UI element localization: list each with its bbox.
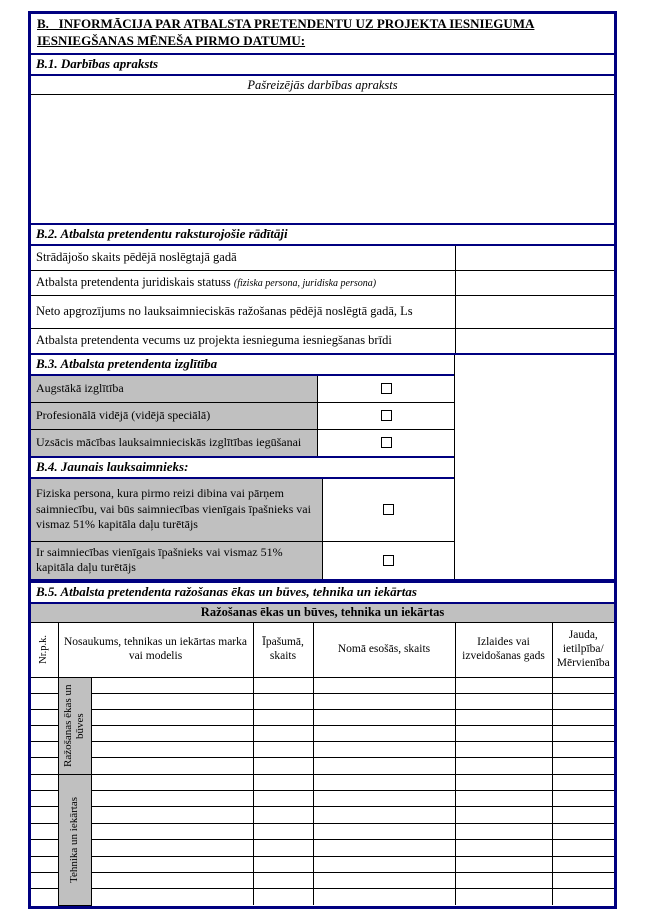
table-row [31, 823, 614, 839]
b5-own-cell[interactable] [253, 758, 313, 774]
b2-row-note: (fiziska persona, juridiska persona) [233, 278, 377, 290]
table-row [31, 872, 614, 888]
b5-capacity-cell[interactable] [552, 774, 614, 790]
b5-own-cell[interactable] [253, 726, 313, 742]
b5-year-cell[interactable] [455, 758, 552, 774]
b5-year-cell[interactable] [455, 889, 552, 905]
b5-nr-cell[interactable] [31, 709, 58, 725]
b2-heading: B.2. Atbalsta pretendentu raksturojošie rādītāji [31, 223, 614, 246]
b5-own-cell[interactable] [253, 709, 313, 725]
b5-nr-cell[interactable] [31, 872, 58, 888]
b3-row-label: Profesionālā vidējā (vidējā speciālā) [31, 403, 318, 429]
b5-capacity-cell[interactable] [552, 856, 614, 872]
b3-row [31, 403, 454, 430]
b5-rent-cell[interactable] [313, 726, 455, 742]
b3-checkbox-cell [318, 376, 454, 402]
table-row [31, 758, 614, 774]
b1-subheading: Pašreizējās darbības apraksts [247, 77, 398, 92]
b2-table [31, 246, 614, 353]
b5-rent-cell[interactable] [313, 758, 455, 774]
b5-year-cell[interactable] [455, 742, 552, 758]
b5-nr-cell[interactable] [31, 856, 58, 872]
b5-nr-cell[interactable] [31, 823, 58, 839]
b5-name-cell[interactable] [91, 823, 253, 839]
b5-heading: B.5. Atbalsta pretendenta ražošanas ēkas un būves, tehnika un iekārtas [31, 583, 614, 604]
b5-name-cell[interactable] [91, 840, 253, 856]
table-row [31, 270, 614, 295]
b5-capacity-cell[interactable] [552, 807, 614, 823]
vertical-label-wrap [33, 625, 56, 675]
table-row [31, 742, 614, 758]
b4-row [31, 479, 454, 542]
b5-col-header-nr [31, 622, 58, 677]
b5-nr-cell[interactable] [31, 693, 58, 709]
b4-checkbox-cell [323, 479, 454, 541]
b5-group-label-machinery [58, 774, 91, 905]
b5-header-row [31, 622, 614, 677]
b2-row-label [31, 246, 455, 271]
b5-own-cell[interactable] [253, 807, 313, 823]
b3-b4-empty-cell[interactable] [455, 355, 614, 579]
table-row [31, 246, 614, 271]
b2-value-cell[interactable] [455, 295, 614, 328]
b5-nr-cell[interactable] [31, 726, 58, 742]
b5-name-cell[interactable] [91, 709, 253, 725]
b2-row-label-text: Neto apgrozījums no lauksaimnieciskās ražošanas pēdējā noslēgtā gadā, Ls [36, 304, 413, 319]
checkbox-unchecked-icon[interactable] [381, 383, 392, 394]
table-row [31, 328, 614, 353]
b5-rent-cell[interactable] [313, 693, 455, 709]
b2-value-cell[interactable] [455, 270, 614, 295]
b3-row [31, 430, 454, 456]
b5-rent-cell[interactable] [313, 709, 455, 725]
b5-name-cell[interactable] [91, 774, 253, 790]
b5-name-cell[interactable] [91, 693, 253, 709]
b5-capacity-cell[interactable] [552, 872, 614, 888]
b5-col-header-owned: Īpašumā, skaits [253, 622, 313, 677]
b5-rent-cell[interactable] [313, 889, 455, 905]
b1-description-field[interactable] [31, 94, 614, 223]
b5-rent-cell[interactable] [313, 807, 455, 823]
b3-row-label: Uzsācis mācības lauksaimnieciskās izglītības iegūšanai [31, 430, 318, 456]
b5-section [31, 579, 614, 906]
b5-year-cell[interactable] [455, 840, 552, 856]
b2-value-cell[interactable] [455, 246, 614, 271]
table-row [31, 807, 614, 823]
b2-row-label [31, 270, 455, 295]
b5-own-cell[interactable] [253, 774, 313, 790]
b5-nr-cell[interactable] [31, 742, 58, 758]
checkbox-unchecked-icon[interactable] [383, 504, 394, 515]
b5-name-cell[interactable] [91, 807, 253, 823]
b5-own-cell[interactable] [253, 889, 313, 905]
b5-rent-cell[interactable] [313, 677, 455, 693]
b5-group-label-text: Tehnika un iekārtas [68, 796, 81, 883]
b5-name-cell[interactable] [91, 889, 253, 905]
b5-name-cell[interactable] [91, 791, 253, 807]
b5-year-cell[interactable] [455, 677, 552, 693]
b5-capacity-cell[interactable] [552, 709, 614, 725]
table-row [31, 295, 614, 328]
b3-b4-left-column [31, 355, 455, 579]
vertical-label-wrap [61, 775, 89, 905]
section-b-title-text: B. INFORMĀCIJA PAR ATBALSTA PRETENDENTU UZ PROJEKTA IESNIEGUMA IESNIEGŠANAS MĒNEŠA PIRMO DATUMU: [37, 16, 535, 48]
table-row [31, 677, 614, 693]
checkbox-unchecked-icon[interactable] [383, 555, 394, 566]
b5-year-cell[interactable] [455, 807, 552, 823]
table-row [31, 726, 614, 742]
b4-row-label: Ir saimniecības vienīgais īpašnieks vai vismaz 51% kapitāla daļu turētājs [31, 542, 323, 579]
table-row [31, 889, 614, 905]
b5-nr-cell[interactable] [31, 889, 58, 905]
b5-own-cell[interactable] [253, 872, 313, 888]
b4-checkbox-cell [323, 542, 454, 579]
b5-own-cell[interactable] [253, 823, 313, 839]
b5-nr-cell[interactable] [31, 807, 58, 823]
b5-nr-cell[interactable] [31, 774, 58, 790]
b5-own-cell[interactable] [253, 840, 313, 856]
b5-capacity-cell[interactable] [552, 791, 614, 807]
b5-capacity-cell[interactable] [552, 742, 614, 758]
b2-row-label-text: Strādājošo skaits pēdējā noslēgtajā gadā [36, 250, 237, 265]
b5-year-cell[interactable] [455, 856, 552, 872]
table-row [31, 693, 614, 709]
b5-own-cell[interactable] [253, 677, 313, 693]
b2-row-label [31, 328, 455, 353]
b5-capacity-cell[interactable] [552, 677, 614, 693]
b5-rent-cell[interactable] [313, 856, 455, 872]
b5-name-cell[interactable] [91, 872, 253, 888]
checkbox-unchecked-icon[interactable] [381, 410, 392, 421]
table-row [31, 709, 614, 725]
b3-checkbox-cell [318, 430, 454, 456]
b5-nr-cell[interactable] [31, 840, 58, 856]
b5-capacity-cell[interactable] [552, 758, 614, 774]
b2-row-label-text: Atbalsta pretendenta vecums uz projekta iesnieguma iesniegšanas brīdi [36, 333, 392, 348]
b5-rent-cell[interactable] [313, 823, 455, 839]
b5-col-header-name: Nosaukums, tehnikas un iekārtas marka vai modelis [58, 622, 253, 677]
b5-col-header-nr-text: Nr.p.k. [38, 635, 50, 665]
b5-col-header-capacity: Jauda, ietilpība/ Mērvienība [552, 622, 614, 677]
b5-group-label-text: Ražošanas ēkas un būves [62, 684, 87, 767]
b5-rent-cell[interactable] [313, 742, 455, 758]
b4-row-label: Fiziska persona, kura pirmo reizi dibina vai pārņem saimniecību, vai būs saimniecības vienīgais īpašnieks vai vismaz 51% kapitāla daļu turētājs [31, 479, 323, 541]
b5-name-cell[interactable] [91, 742, 253, 758]
b5-capacity-cell[interactable] [552, 726, 614, 742]
b5-group-label-buildings [58, 677, 91, 774]
table-row [31, 840, 614, 856]
b5-rent-cell[interactable] [313, 872, 455, 888]
b5-nr-cell[interactable] [31, 791, 58, 807]
b3-row [31, 376, 454, 403]
b5-year-cell[interactable] [455, 726, 552, 742]
b3-heading: B.3. Atbalsta pretendenta izglītība [31, 355, 454, 376]
vertical-label-wrap [61, 678, 89, 774]
b5-nr-cell[interactable] [31, 677, 58, 693]
b4-heading: B.4. Jaunais lauksaimnieks: [31, 456, 454, 479]
table-row [31, 791, 614, 807]
b4-row [31, 542, 454, 579]
b5-name-cell[interactable] [91, 856, 253, 872]
b5-name-cell[interactable] [91, 726, 253, 742]
b5-capacity-cell[interactable] [552, 693, 614, 709]
section-b-form [28, 11, 617, 909]
b3-b4-block [31, 353, 614, 579]
b5-capacity-cell[interactable] [552, 823, 614, 839]
b3-row-label: Augstākā izglītība [31, 376, 318, 402]
b2-value-cell[interactable] [455, 328, 614, 353]
b5-nr-cell[interactable] [31, 758, 58, 774]
b5-year-cell[interactable] [455, 774, 552, 790]
section-b-title [31, 14, 614, 53]
table-row [31, 856, 614, 872]
b5-capacity-cell[interactable] [552, 889, 614, 905]
b5-capacity-cell[interactable] [552, 840, 614, 856]
table-row [31, 774, 614, 790]
b5-rent-cell[interactable] [313, 791, 455, 807]
b5-table [31, 604, 614, 906]
b5-col-header-rented: Nomā esošās, skaits [313, 622, 455, 677]
b5-name-cell[interactable] [91, 758, 253, 774]
b5-name-cell[interactable] [91, 677, 253, 693]
b5-own-cell[interactable] [253, 693, 313, 709]
b5-year-cell[interactable] [455, 709, 552, 725]
b5-col-header-year: Izlaides vai izveidošanas gads [455, 622, 552, 677]
b5-table-title-row [31, 604, 614, 623]
b5-own-cell[interactable] [253, 856, 313, 872]
b1-heading: B.1. Darbības apraksts [31, 53, 614, 76]
b5-year-cell[interactable] [455, 791, 552, 807]
b5-own-cell[interactable] [253, 791, 313, 807]
checkbox-unchecked-icon[interactable] [381, 437, 392, 448]
b5-year-cell[interactable] [455, 693, 552, 709]
b2-row-label [31, 295, 455, 328]
b5-rent-cell[interactable] [313, 774, 455, 790]
b5-rent-cell[interactable] [313, 840, 455, 856]
b3-checkbox-cell [318, 403, 454, 429]
b5-year-cell[interactable] [455, 823, 552, 839]
b5-year-cell[interactable] [455, 872, 552, 888]
b2-row-label-text: Atbalsta pretendenta juridiskais statuss [36, 275, 231, 290]
b5-own-cell[interactable] [253, 742, 313, 758]
b5-table-title: Ražošanas ēkas un būves, tehnika un iekārtas [31, 604, 614, 623]
